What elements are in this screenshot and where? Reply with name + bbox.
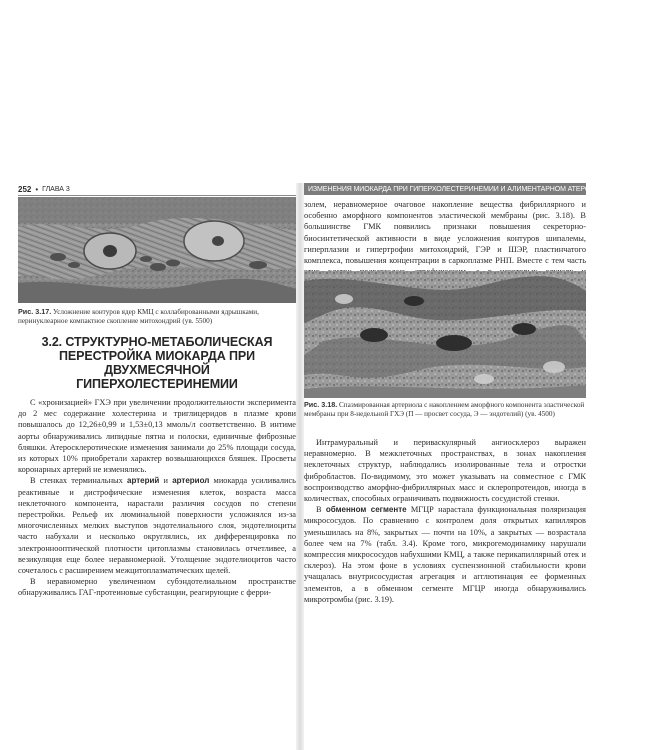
text-run: В стенках терминальных (30, 476, 128, 486)
text-run: В (316, 505, 326, 515)
figure-label-3-17: Рис. 3.17. (18, 307, 52, 316)
figure-caption-3-17 (18, 308, 296, 325)
micrograph-3-18-image (304, 271, 586, 398)
bold-term: артерий (127, 476, 160, 486)
top-margin (0, 0, 600, 183)
paragraph: Интрамуральный и периваскулярный ангиосклероз выражен неравномерно. В межклеточных пространствах, в зонах накопления неклеточных структур, наблюдались изолированные тела и отростки фибробластов. По-видимому, это может указывать на совместное с ГМК воспроизводство аморфно-фибриллярных масс и склеропротеидов, иногда в количествах, способных ограничивать подвижность сосудистой стенки. (304, 438, 586, 504)
text-run: МГЦР нарастала функциональная поляризация микрососудов. По сравнению с контролем доля открытых капилляров уменьшилась на 8%, закрытых — почти на 10%, а закрытых — возрастала более чем на 7% (табл. 3.4). Кроме того, микрогемодинамику нарушали компрессия микрососудов набухшими КМЦ, а также перикапиллярный отек и склероз). На этом фоне в условиях суспензионной стабильности крови учащалась внутрисосудистая агрегация и агглютинация ее форменных элементов, а в обменном сегменте МГЦР иногда обнаруживались микротромбы (рис. 3.19). (304, 505, 586, 604)
bold-term: артериол (172, 476, 210, 486)
right-page (304, 183, 651, 743)
header-bullet: • (626, 184, 630, 194)
page-number-left: 252 (18, 184, 32, 194)
figure-caption-text-3-17: Усложнение контуров ядер КМЦ с коллабированными ядрышками, перинуклеарное компактное скопление митохондрий (ув. 5500) (18, 308, 259, 325)
figure-caption-text-3-18: Спазмированная артериола с накоплением аморфного компонента эластической мембраны при 8-недельной ГХЭ (П — просвет сосуда, Э — эндотелий) (ув. 4500) (304, 401, 585, 418)
header-bullet: • (35, 184, 39, 194)
section-title-line-2: ПЕРЕСТРОЙКА МИОКАРДА ПРИ ДВУХМЕСЯЧНОЙ (59, 349, 255, 377)
left-body-text (18, 397, 296, 599)
micrograph-figure-3-17 (18, 197, 296, 303)
micrograph-figure-3-18 (304, 271, 586, 398)
book-gutter (296, 183, 304, 750)
chapter-label: ГЛАВА 3 (42, 185, 70, 193)
figure-label-3-18: Рис. 3.18. (304, 400, 338, 409)
page-number-right: 253 (637, 184, 651, 194)
running-title: ИЗМЕНЕНИЯ МИОКАРДА ПРИ ГИПЕРХОЛЕСТЕРИНЕМИИ И АЛИМЕНТАРНОМ АТЕРОСКЛЕРОЗЕ (308, 185, 627, 193)
paragraph: золем, неравномерное очаговое накопление вещества фибриллярного и особенно аморфного компонентов эластической мембраны (рис. 3.18). В большинстве ГМК появились признаки повышения секреторно-биосинтетической активности в виде усложнения контуров шипалемы, гиперплазии и гипертрофии митохондрий, ГЭР и ШЭР, пластинчатого комплекса, повышения концентрации в саркоплазме РНП. Вместе с тем часть (304, 200, 586, 266)
micrograph-3-17-image (18, 197, 296, 303)
section-title-line-3: ГИПЕРХОЛЕСТЕРИНЕМИИ (76, 377, 238, 391)
left-page (18, 183, 296, 743)
section-title-line-1: 3.2. СТРУКТУРНО-МЕТАБОЛИЧЕСКАЯ (41, 335, 273, 349)
text-run: и (159, 476, 173, 486)
figure-caption-3-18 (304, 401, 586, 418)
text-run: миокарда усиливались реактивные и дистрофические изменения клеток, возраста масса неклеточного компонента, нарастали различия сосудов по степени перестройки. Рельеф их люминальной поверхности усложнялся из-за многочисленных мелких выступов эндотелиального слоя, эндотелиоциты часто набухали и несколько округлялись, их дифференцировка по электроннооптической плотности цитоплазмы становилась отчетливее, а везикуляция еще более неравномерной. Утолщение эндотелиоцитов часто сочеталось с расширением межцитоплазматических щелей. (18, 476, 296, 576)
left-page-header (18, 183, 296, 196)
paragraph: С «хронизацией» ГХЭ при увеличении продолжительности эксперимента до 2 мес содержание холестерина и триглицеридов в плазме крови повышалось до 12,26±0,99 и 1,53±0,13 ммоль/л соответственно. В интиме аорты обнаруживались липидные пятна и полоски, единичные фиброзные бляшки. Атеросклеротические изменения занимали до 25% площади сосуда, из которых 10% приобретали характер возвышающихся бляшек. Просветы коронарных артерий не изменялись. (18, 398, 296, 475)
right-bottom-text (304, 437, 586, 605)
paragraph (18, 475, 296, 576)
right-page-header (304, 183, 651, 195)
paragraph: В неравномерно увеличенном субэндотелиальном пространстве обнаруживались ГАГ-протеиновые субстанции, реагирующие с ферри- (18, 577, 296, 598)
paragraph (304, 504, 586, 605)
bold-term: обменном сегменте (325, 505, 407, 515)
section-title (18, 335, 296, 391)
